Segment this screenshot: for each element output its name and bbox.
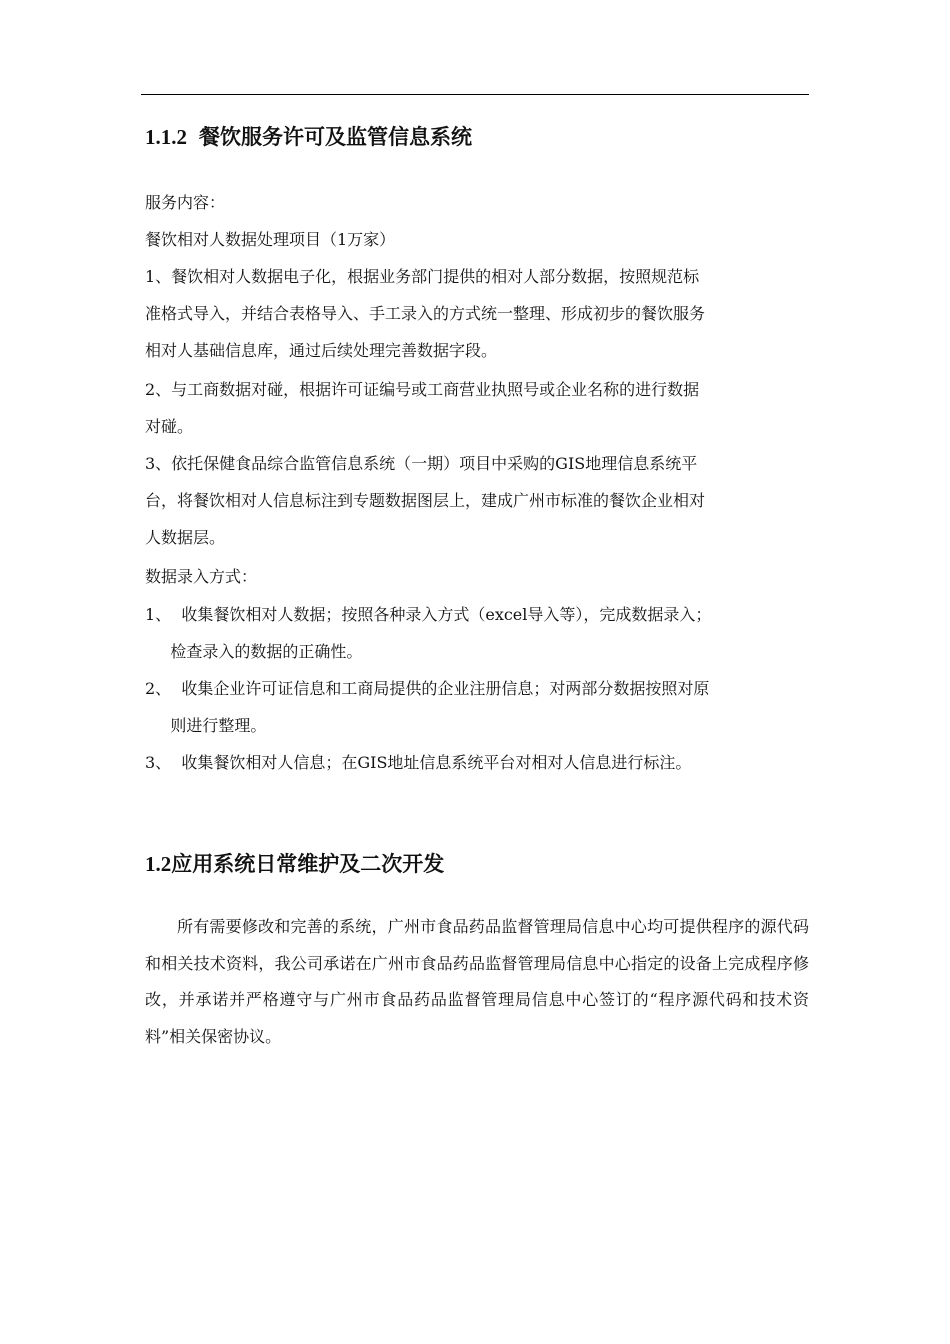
body-line: 数据录入方式：	[145, 567, 258, 586]
section-title: 应用系统日常维护及二次开发	[171, 851, 445, 876]
body-line: 1、餐饮相对人数据电子化，根据业务部门提供的相对人部分数据，按照规范标	[145, 267, 700, 286]
body-line: 3、依托保健食品综合监管信息系统（一期）项目中采购的GIS地理信息系统平	[145, 454, 698, 473]
body-line: 检查录入的数据的正确性。	[145, 642, 363, 661]
section-heading-1-2	[145, 848, 444, 878]
section-paragraph: 所有需要修改和完善的系统，广州市食品药品监督管理局信息中心均可提供程序的源代码和相关技术资料，我公司承诺在广州市食品药品监督管理局信息中心指定的设备上完成程序修改，并承诺并严格遵守与广州市食品药品监督管理局信息中心签订的“程序源代码和技术资料”相关保密协议。	[145, 917, 809, 1046]
section-number: 1.1.2	[145, 125, 187, 149]
section-number: 1.2	[145, 852, 172, 876]
body-line: 准格式导入，并结合表格导入、手工录入的方式统一整理、形成初步的餐饮服务	[145, 304, 706, 323]
body-line: 3、 收集餐饮相对人信息；在GIS地址信息系统平台对相对人信息进行标注。	[145, 753, 692, 772]
body-line: 1、 收集餐饮相对人数据；按照各种录入方式（excel导入等），完成数据录入；	[145, 605, 712, 624]
body-line: 2、与工商数据对碰，根据许可证编号或工商营业执照号或企业名称的进行数据	[145, 380, 700, 399]
section-title: 餐饮服务许可及监管信息系统	[199, 124, 472, 149]
body-line: 则进行整理。	[145, 716, 267, 735]
body-line: 台，将餐饮相对人信息标注到专题数据图层上，建成广州市标准的餐饮企业相对	[145, 491, 706, 510]
body-line: 服务内容：	[145, 193, 226, 212]
body-line: 相对人基础信息库，通过后续处理完善数据字段。	[145, 341, 498, 360]
body-line: 对碰。	[145, 417, 194, 436]
body-line: 2、 收集企业许可证信息和工商局提供的企业注册信息；对两部分数据按照对原	[145, 679, 710, 698]
body-line: 人数据层。	[145, 528, 226, 547]
body-line: 餐饮相对人数据处理项目（1万家）	[145, 230, 396, 249]
section-heading-1-1-2	[145, 121, 472, 151]
header-rule	[141, 94, 809, 95]
